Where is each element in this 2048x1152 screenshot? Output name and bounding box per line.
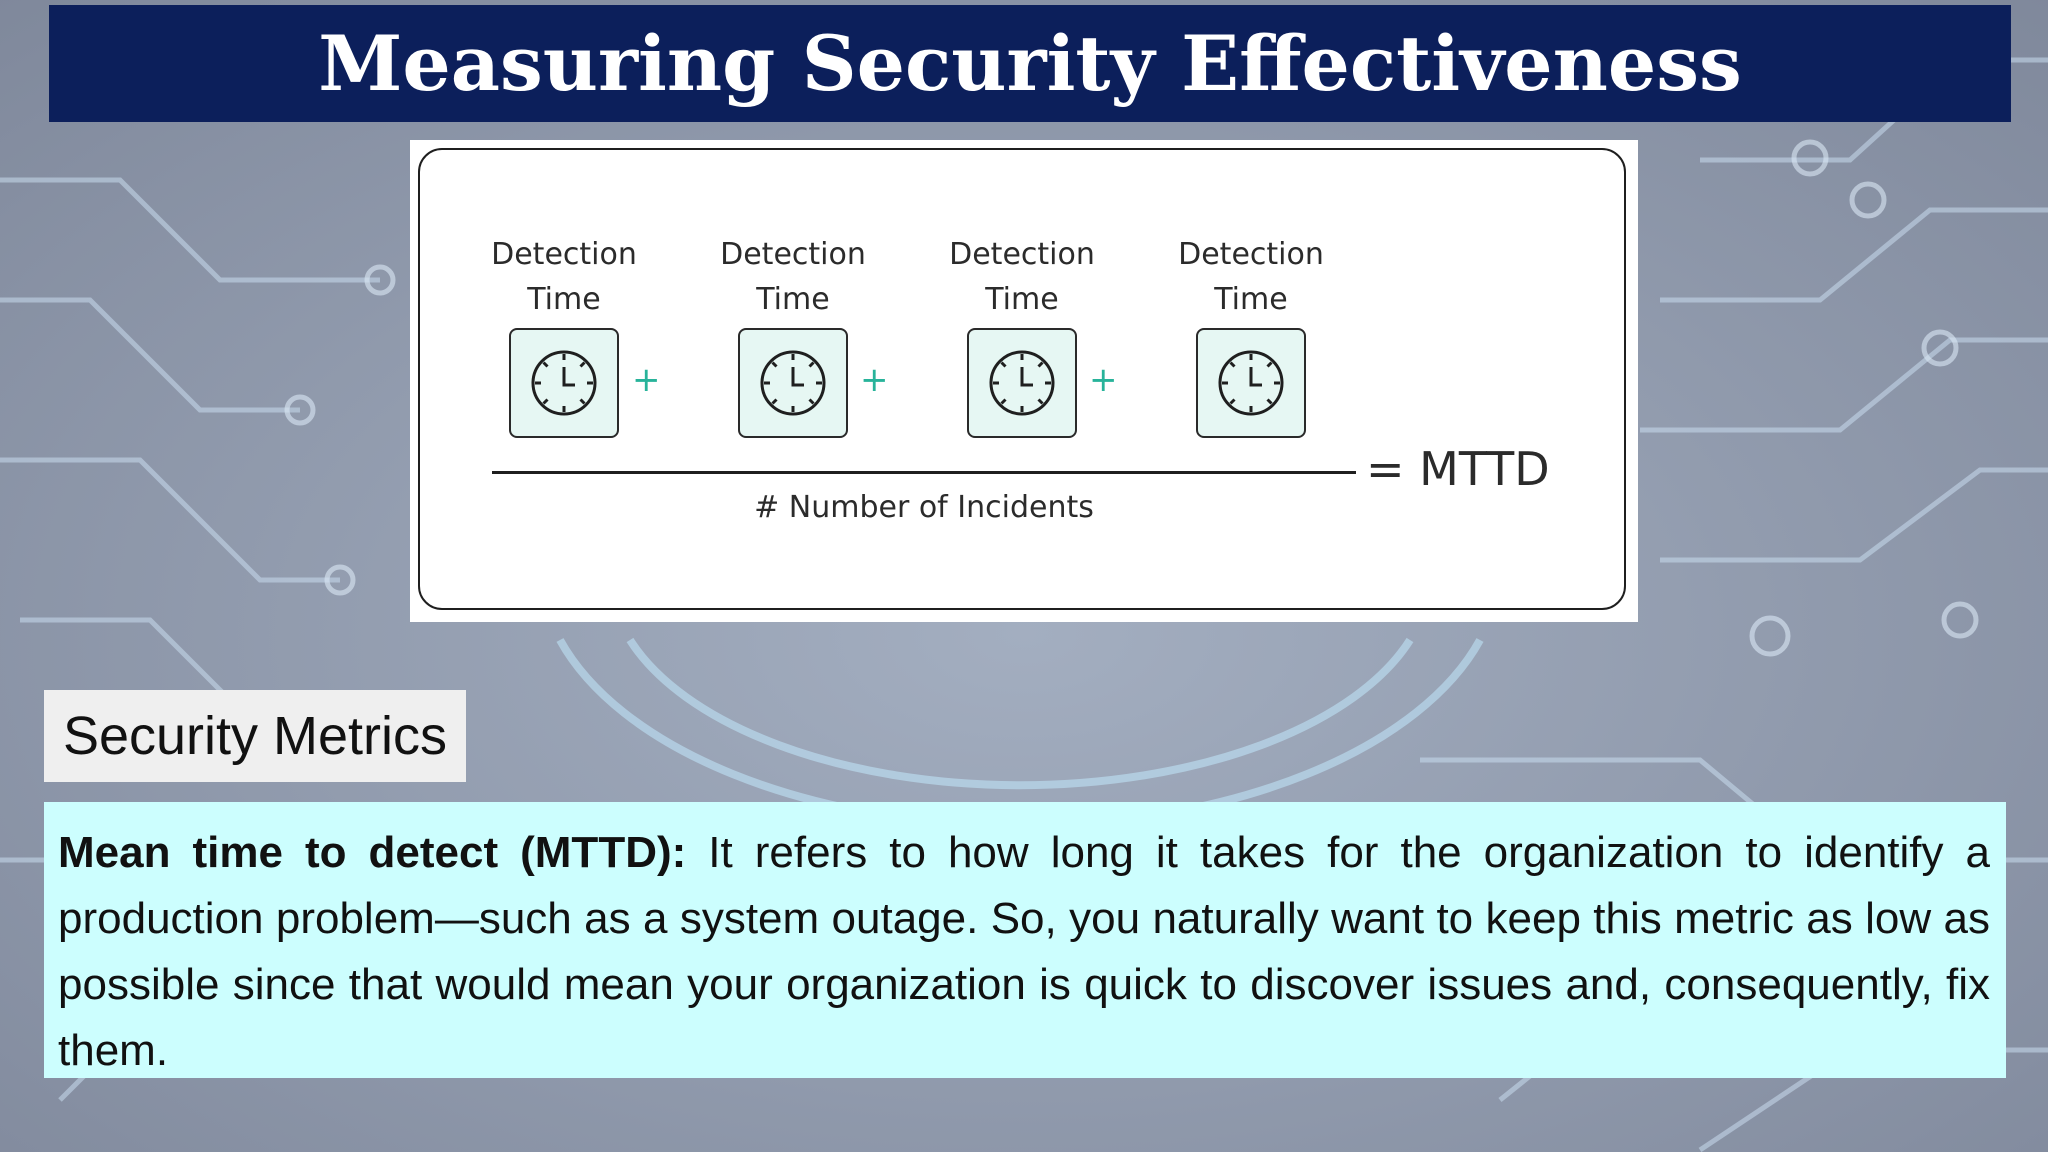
clock-box-2: [738, 328, 848, 438]
term-label-2: [703, 232, 883, 322]
clock-box-1: [509, 328, 619, 438]
section-label: Security Metrics: [44, 690, 466, 782]
term-label-line2: Time: [756, 282, 830, 317]
description-box: [44, 802, 2006, 1078]
clock-icon: [986, 347, 1058, 419]
fraction-line: [492, 471, 1356, 474]
clock-icon: [1215, 347, 1287, 419]
diagram-card: [418, 148, 1626, 610]
description-body: It refers to how long it takes for the organization to identify a production problem—such as a system outage. So, you naturally want to keep this metric as low as possible since that would mean your organization is quick to discover issues and, consequently, fix them.: [58, 828, 1991, 1075]
term-label-line1: Detection: [1178, 237, 1324, 272]
plus-operator: +: [632, 360, 661, 400]
term-label-line1: Detection: [949, 237, 1095, 272]
term-label-line2: Time: [1214, 282, 1288, 317]
mttd-diagram: [410, 140, 1638, 622]
title-bar: [49, 5, 2011, 122]
description-term: Mean time to detect (MTTD):: [58, 828, 687, 877]
page-title: Measuring Security Effectiveness: [318, 19, 1742, 108]
plus-operator: +: [860, 360, 889, 400]
term-label-4: [1161, 232, 1341, 322]
term-label-1: [474, 232, 654, 322]
clock-box-4: [1196, 328, 1306, 438]
denominator-label: # Number of Incidents: [754, 490, 1094, 525]
clock-icon: [528, 347, 600, 419]
clock-box-3: [967, 328, 1077, 438]
clock-icon: [757, 347, 829, 419]
term-label-line2: Time: [527, 282, 601, 317]
term-label-line1: Detection: [491, 237, 637, 272]
plus-operator: +: [1089, 360, 1118, 400]
term-label-line2: Time: [985, 282, 1059, 317]
term-label-3: [932, 232, 1112, 322]
equals-mttd: = MTTD: [1366, 442, 1550, 496]
term-label-line1: Detection: [720, 237, 866, 272]
